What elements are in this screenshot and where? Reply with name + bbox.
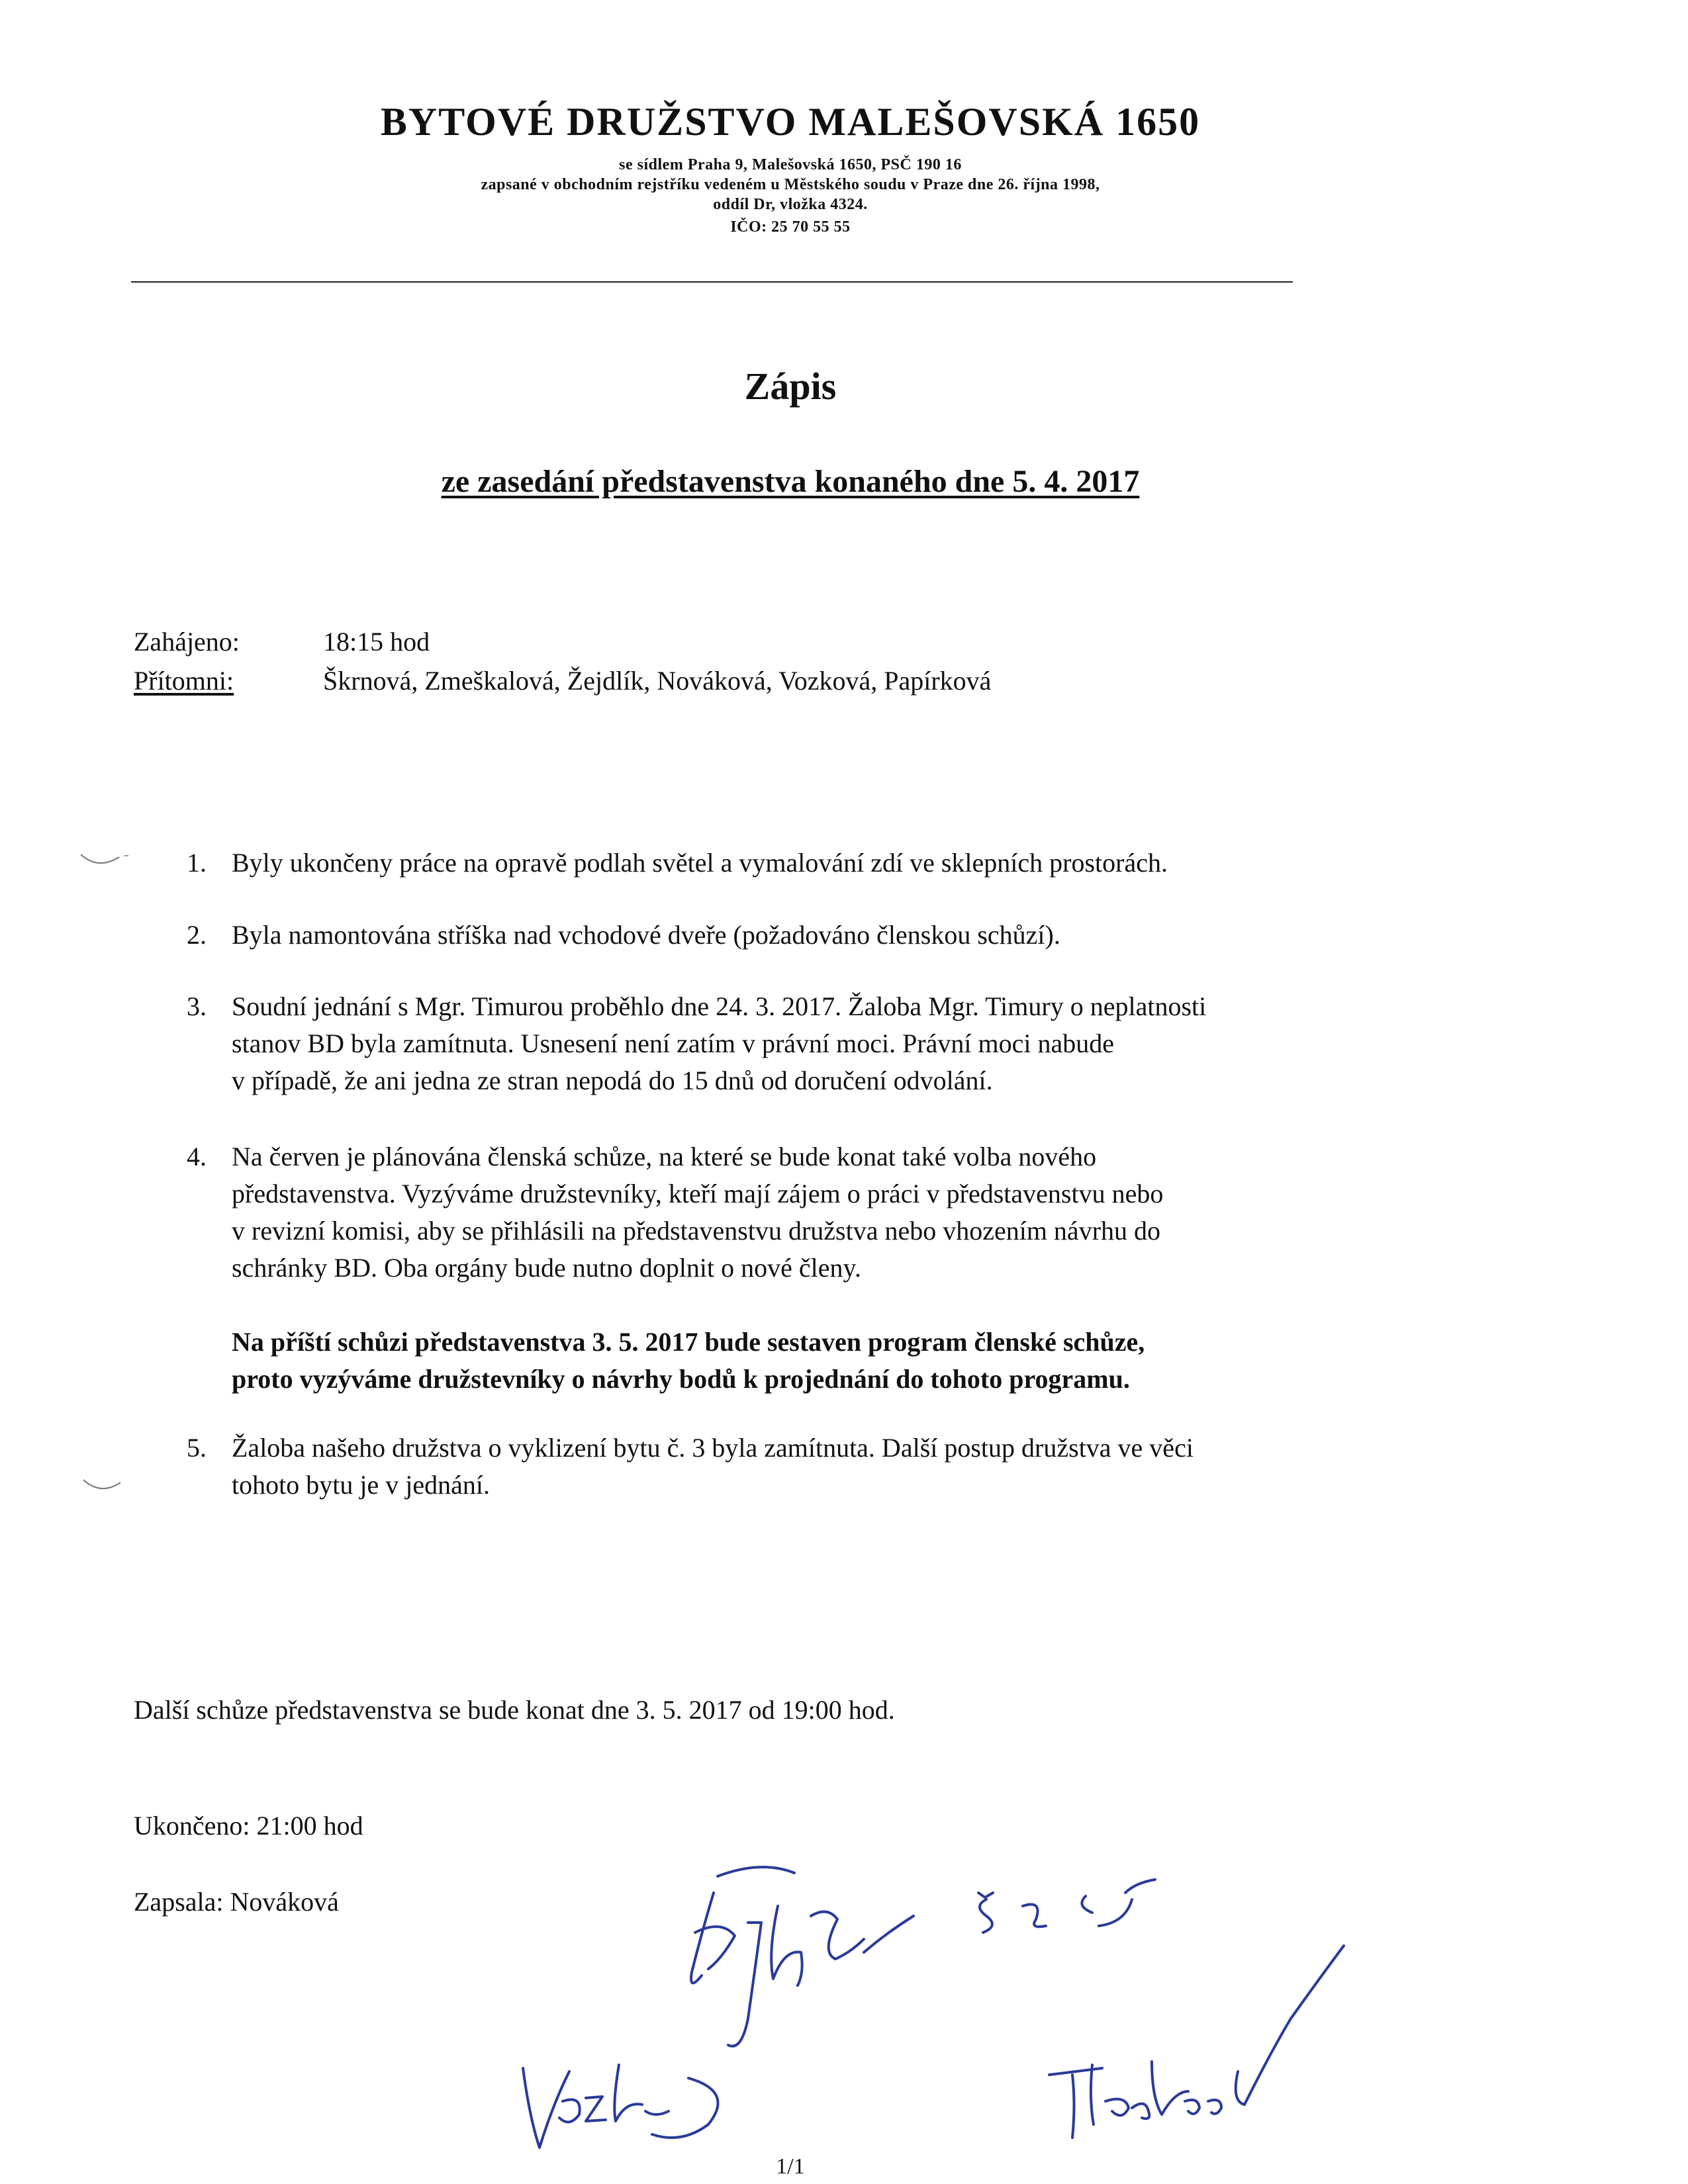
signature-zejdlik	[691, 1867, 914, 2046]
organization-name: BYTOVÉ DRUŽSTVO MALEŠOVSKÁ 1650	[380, 100, 1201, 144]
item-line: Soudní jednání s Mgr. Timurou proběhlo dne 24. 3. 2017. Žaloba Mgr. Timury o neplatnosti	[232, 991, 1207, 1021]
item-number: 5.	[187, 1433, 207, 1463]
document-subtitle: ze zasedání představenstva konaného dne 5. 4. 2017	[441, 464, 1140, 499]
ended-text: Ukončeno: 21:00 hod	[134, 1811, 363, 1841]
item-line: schránky BD. Oba orgány bude nutno doplnit o nové členy.	[232, 1253, 861, 1283]
registration-line: se sídlem Praha 9, Malešovská 1650, PSČ 190 16	[619, 156, 962, 173]
present-label: Přítomni:	[134, 666, 234, 696]
item-line: Na červen je plánována členská schůze, na které se bude konat také volba nového	[232, 1142, 1097, 1171]
recorded-by-text: Zapsala: Nováková	[134, 1887, 339, 1917]
started-label: Zahájeno:	[134, 627, 240, 657]
notice-line: proto vyzýváme družstevníky o návrhy bodů k projednání do tohoto programu.	[232, 1364, 1130, 1394]
item-number: 4.	[187, 1142, 207, 1171]
document-title: Zápis	[744, 365, 837, 408]
item-line: Byly ukončeny práce na opravě podlah světel a vymalování zdí ve sklepních prostorách.	[232, 848, 1168, 878]
started-value: 18:15 hod	[323, 627, 430, 657]
signature-skrnova	[978, 1880, 1155, 1933]
item-line: tohoto bytu je v jednání.	[232, 1470, 490, 1500]
registration-line: zapsané v obchodním rejstříku vedeném u Městského soudu v Praze dne 26. října 1998,	[481, 176, 1100, 193]
item-line: v případě, že ani jedna ze stran nepodá do 15 dnů od doručení odvolání.	[232, 1066, 993, 1095]
next-meeting-text: Další schůze představenstva se bude konat dne 3. 5. 2017 od 19:00 hod.	[134, 1695, 895, 1725]
item-line: Žaloba našeho družstva o vyklizení bytu č. 3 byla zamítnuta. Další postup družstva ve věci	[232, 1433, 1194, 1463]
item-line: v revizní komisi, aby se přihlásili na představenstvu družstva nebo vhozením návrhu do	[232, 1216, 1161, 1246]
present-value: Škrnová, Zmeškalová, Žejdlík, Nováková, Vozková, Papírková	[323, 666, 992, 696]
signature-vozkova	[523, 2065, 718, 2148]
company-id-line: IČO: 25 70 55 55	[730, 218, 851, 236]
item-line: stanov BD byla zamítnuta. Usnesení není zatím v právní moci. Právní moci nabude	[232, 1028, 1115, 1058]
item-line: představenstva. Vyzýváme družstevníky, kteří mají zájem o práci v představenstvu nebo	[232, 1179, 1164, 1208]
item-number: 2.	[187, 920, 207, 950]
notice-line: Na příští schůzi představenstva 3. 5. 2017 bude sestaven program členské schůze,	[232, 1327, 1145, 1357]
page-number: 1/1	[776, 2154, 805, 2179]
item-line: Byla namontována stříška nad vchodové dveře (požadováno členskou schůzí).	[232, 920, 1060, 950]
item-number: 1.	[187, 848, 207, 878]
item-number: 3.	[187, 991, 207, 1021]
registration-line: oddíl Dr, vložka 4324.	[713, 196, 868, 213]
signature-novakova	[1049, 1946, 1344, 2138]
